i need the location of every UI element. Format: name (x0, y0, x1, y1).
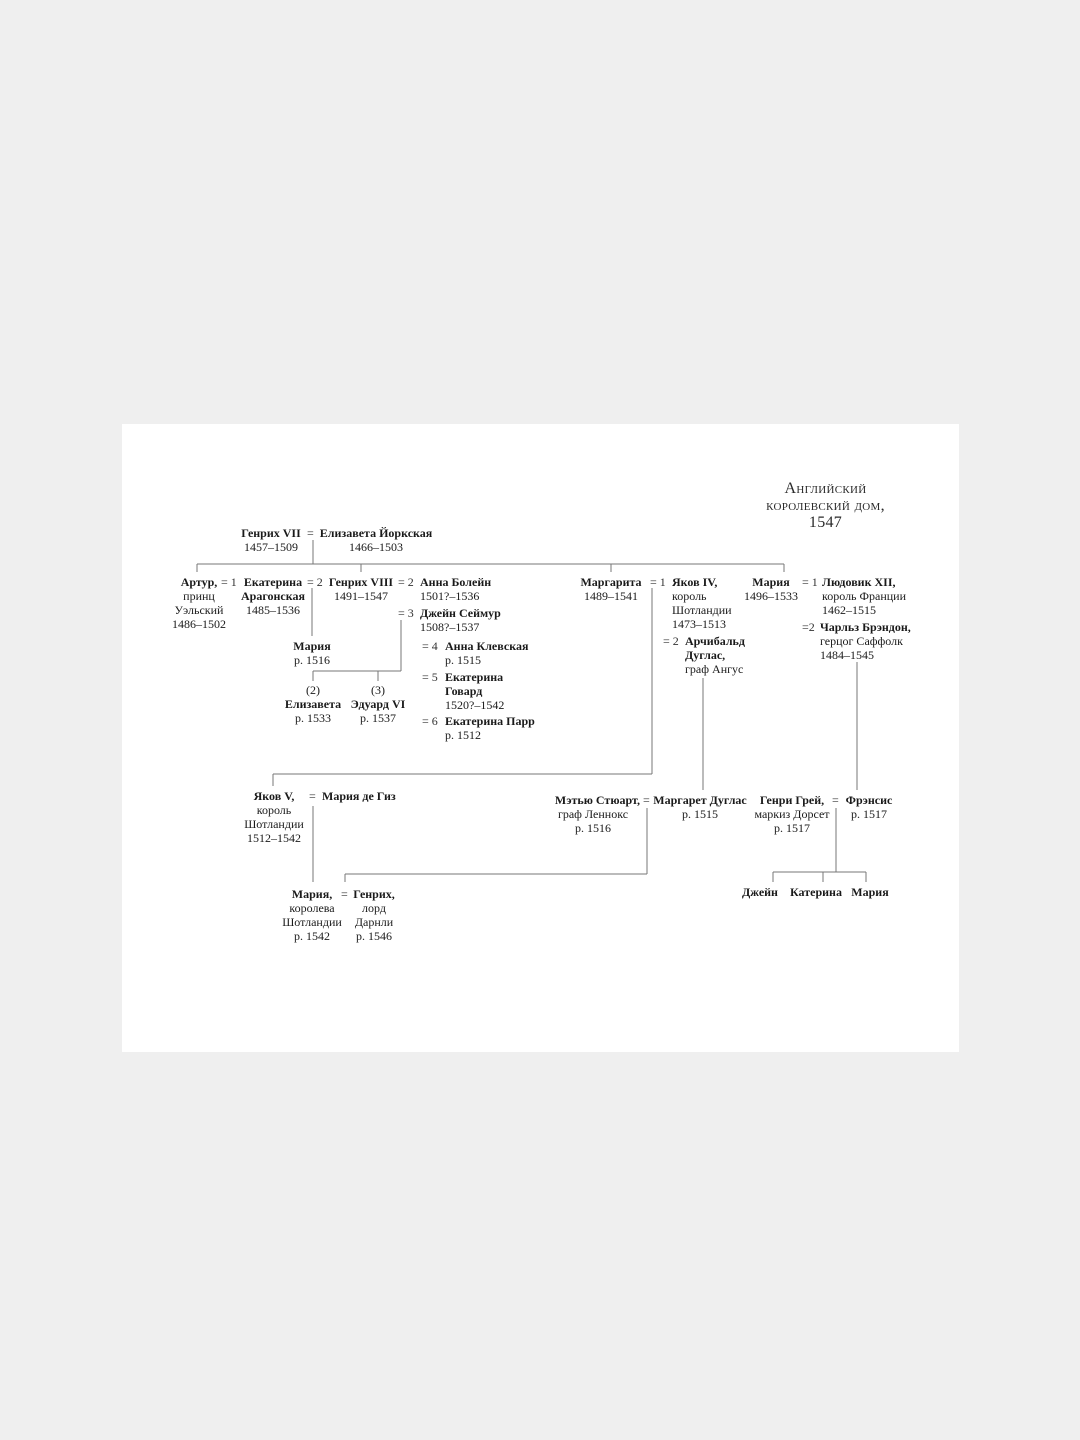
marriage-sign: = 2 (663, 634, 679, 648)
person-james-iv: Яков IV, король Шотландии 1473–1513 (672, 575, 732, 631)
person-henry-vii: Генрих VII 1457–1509 (241, 526, 301, 554)
marriage-sign: = 5 (422, 670, 438, 684)
marriage-sign: = (643, 793, 650, 807)
person-elizabeth-of-york: Елизавета Йоркская 1466–1503 (319, 526, 433, 554)
person-anne-of-cleves: Анна Клевская р. 1515 (445, 639, 529, 667)
person-arthur: Артур, принц Уэльский 1486–1502 (172, 575, 226, 631)
person-matthew-stewart: Мэтью Стюарт, граф Леннокс р. 1516 (554, 793, 640, 835)
marriage-sign: = 2 (398, 575, 414, 589)
person-jane-seymour: Джейн Сеймур 1508?–1537 (420, 606, 501, 634)
marriage-sign: = 3 (398, 606, 414, 620)
person-jane-grey: Джейн (742, 885, 778, 899)
person-margaret-tudor: Маргарита 1489–1541 (580, 575, 642, 603)
marriage-sign: = 2 (307, 575, 323, 589)
person-mary-of-guise: Мария де Гиз (322, 789, 396, 803)
person-katherine-grey: Катерина (790, 885, 842, 899)
person-catherine-parr: Екатерина Парр р. 1512 (445, 714, 535, 742)
person-mary-tudor: Мария р. 1516 (293, 639, 331, 667)
person-catherine-of-aragon: Екатерина Арагонская 1485–1536 (241, 575, 305, 617)
marriage-sign: = (309, 789, 316, 803)
person-henry-grey: Генри Грей, маркиз Дорсет р. 1517 (754, 793, 830, 835)
marriage-sign: = (832, 793, 839, 807)
person-catherine-howard: Екатерина Говард 1520?–1542 (445, 670, 505, 712)
person-archibald-douglas: Арчибальд Дуглас, граф Ангус (685, 634, 745, 676)
marriage-sign: = 1 (650, 575, 666, 589)
marriage-sign: = 4 (422, 639, 438, 653)
title-line-1: Английский (784, 480, 867, 497)
marriage-sign: = 1 (221, 575, 237, 589)
chart-title (728, 480, 923, 531)
person-james-v: Яков V, король Шотландии 1512–1542 (244, 789, 304, 845)
person-mary-tudor-queen-france: Мария 1496–1533 (744, 575, 798, 603)
marriage-sign: = (341, 887, 348, 901)
title-line-3: 1547 (808, 514, 843, 531)
person-edward-vi: (3) Эдуард VI р. 1537 (350, 683, 406, 725)
marriage-sign: = 1 (802, 575, 818, 589)
person-charles-brandon: Чарльз Брэндон, герцог Саффолк 1484–1545 (820, 620, 911, 662)
person-henry-darnley: Генрих, лорд Дарнли р. 1546 (353, 887, 395, 943)
person-elizabeth: (2) Елизавета р. 1533 (284, 683, 342, 725)
marriage-sign: =2 (802, 620, 815, 634)
person-henry-viii: Генрих VIII 1491–1547 (328, 575, 394, 603)
person-frances: Фрэнсис р. 1517 (845, 793, 893, 821)
marriage-sign: = (307, 526, 314, 540)
person-mary-grey: Мария (851, 885, 889, 899)
person-mary-queen-of-scots: Мария, королева Шотландии р. 1542 (282, 887, 342, 943)
person-anne-boleyn: Анна Болейн 1501?–1536 (420, 575, 492, 603)
person-margaret-douglas: Маргарет Дуглас р. 1515 (653, 793, 747, 821)
marriage-sign: = 6 (422, 714, 438, 728)
person-louis-xii: Людовик XII, король Франции 1462–1515 (822, 575, 907, 617)
title-line-2: королевский дом, (766, 497, 885, 514)
